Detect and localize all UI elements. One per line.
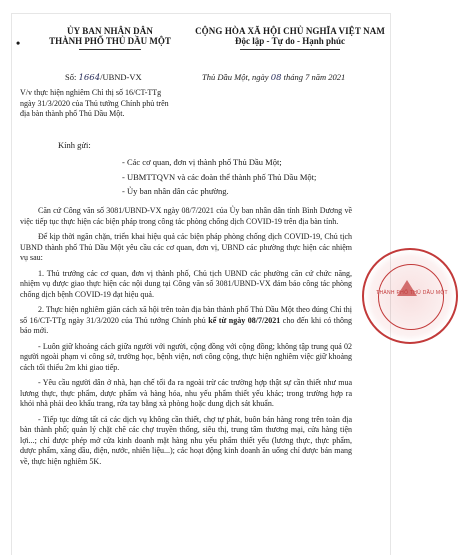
date-rest: tháng 7 năm 2021: [281, 72, 346, 82]
agency-line-1: ỦY BAN NHÂN DÂN: [67, 26, 153, 36]
date-day-handwritten: 08: [270, 73, 282, 83]
agency-line-2: THÀNH PHỐ THỦ DẦU MỘT: [49, 36, 171, 46]
recipient-list: [122, 155, 316, 199]
national-header: [190, 26, 390, 50]
doc-number-suffix: /UBND-VX: [100, 72, 142, 82]
national-motto: Độc lập - Tự do - Hạnh phúc: [234, 36, 345, 46]
agency-underline: [79, 49, 141, 50]
body-paragraph: [20, 305, 352, 337]
recipient-item: - UBMTTQVN và các đoàn thể thành phố Thủ Dầu Một;: [122, 171, 317, 182]
place-date: [202, 72, 345, 83]
body-paragraph: - Luôn giữ khoảng cách giữa người với người, cộng đồng với cộng đồng; không tập trung quá 02 người ngoài phạm vi công sở, trường học, bệnh viện, nơi công cộng, thực hiện nghiêm việc giữ khoảng cách tối thiểu 2m khi giao tiếp.: [20, 341, 352, 372]
motto-underline: [240, 49, 340, 50]
place-text: Thủ Dầu Một, ngày: [202, 72, 271, 82]
doc-number-handwritten: 1664: [78, 73, 101, 83]
body-paragraph: - Tiếp tục dừng tất cả các dịch vụ không cần thiết, chợ tự phát, buôn bán hàng rong trên toàn địa bàn thành phố; quản lý chặt chẽ các chợ truyền thống, siêu thị, trung tâm thương mại, cửa hàng tiện lợi...; chỉ được phép mở cửa kinh doanh mặt hàng nhu yếu phẩm thiết yếu (lương thực, thực phẩm, dược phẩm, xăng dầu, điện, nước, nhiên liệu...); các hoạt động kinh doanh ăn uống chỉ được bán mang về, thực hiện nghiêm 5K.: [20, 414, 352, 466]
paragraph-text: cho đến khi có thông báo mới.: [20, 315, 353, 335]
body-paragraph: - Yêu cầu người dân ở nhà, hạn chế tối đa ra ngoài trừ các trường hợp thật sự cần thiết như mua lương thực, thực phẩm, dược phẩm và hàng hóa, nhu yếu phẩm thiết yếu khác; trong trường hợp ra khỏi nhà phải deo khẩu trang, rửa tay bằng xà phòng hoặc dung dịch sát khuẩn.: [20, 378, 352, 408]
doc-number-prefix: Số:: [65, 72, 79, 82]
seal-inner-ring: [378, 264, 444, 330]
document-body: [20, 206, 352, 472]
recipient-item: - Ủy ban nhân dân các phường.: [122, 186, 229, 196]
subject-line: V/v thực hiện nghiêm Chỉ thị số 16/CT-TTg ngày 31/3/2020 của Thủ tướng Chính phủ trên địa bàn thành phố Thủ Dầu Một.: [20, 88, 169, 118]
body-paragraph: 1. Thủ trưởng các cơ quan, đơn vị thành phố, Chủ tịch UBND các phường căn cứ chức năng, nhiệm vụ được giao thực hiện các nội dung tại Công văn số 3081/UBND-VX đảm bảo công tác phòng chống dịch bệnh COVID-19 đạt hiệu quả.: [20, 268, 352, 299]
agency-header: [40, 26, 180, 50]
national-title: CỘNG HÒA XÃ HỘI CHỦ NGHĨA VIỆT NAM: [195, 26, 385, 36]
salutation: Kính gửi:: [58, 140, 91, 150]
body-paragraph: Để kịp thời ngăn chặn, triển khai hiệu quả các biện pháp phòng chống dịch COVID-19, Chủ tịch UBND thành phố Thủ Dầu Một yêu cầu các cơ quan, đơn vị, UBND các phường thực hiện các nhiệm vụ sau:: [20, 232, 352, 262]
recipient-item: - Các cơ quan, đơn vị thành phố Thủ Dầu Một;: [122, 157, 282, 167]
official-seal: [362, 248, 458, 344]
document-number: [65, 72, 142, 83]
paragraph-emphasis: kể từ ngày 08/7/2021: [208, 315, 281, 325]
body-paragraph: Căn cứ Công văn số 3081/UBND-VX ngày 08/7/2021 của Ủy ban nhân dân tỉnh Bình Dương về việc tiếp tục thực hiện các biện pháp trong công tác phòng chống dịch COVID-19 trên địa bàn tỉnh.: [20, 206, 352, 226]
paragraph-text: 2. Thực hiện nghiêm giãn cách xã hội trên toàn địa bàn thành phố Thủ Dầu Một theo đúng Chỉ thị số 16/CT-TTg ngày 31/3/2020 của Thủ tướng Chính phủ: [20, 305, 352, 325]
document-page: [12, 14, 390, 555]
margin-mark: •: [16, 36, 21, 50]
seal-text: THÀNH PHỐ THỦ DẦU MỘT: [376, 290, 448, 296]
